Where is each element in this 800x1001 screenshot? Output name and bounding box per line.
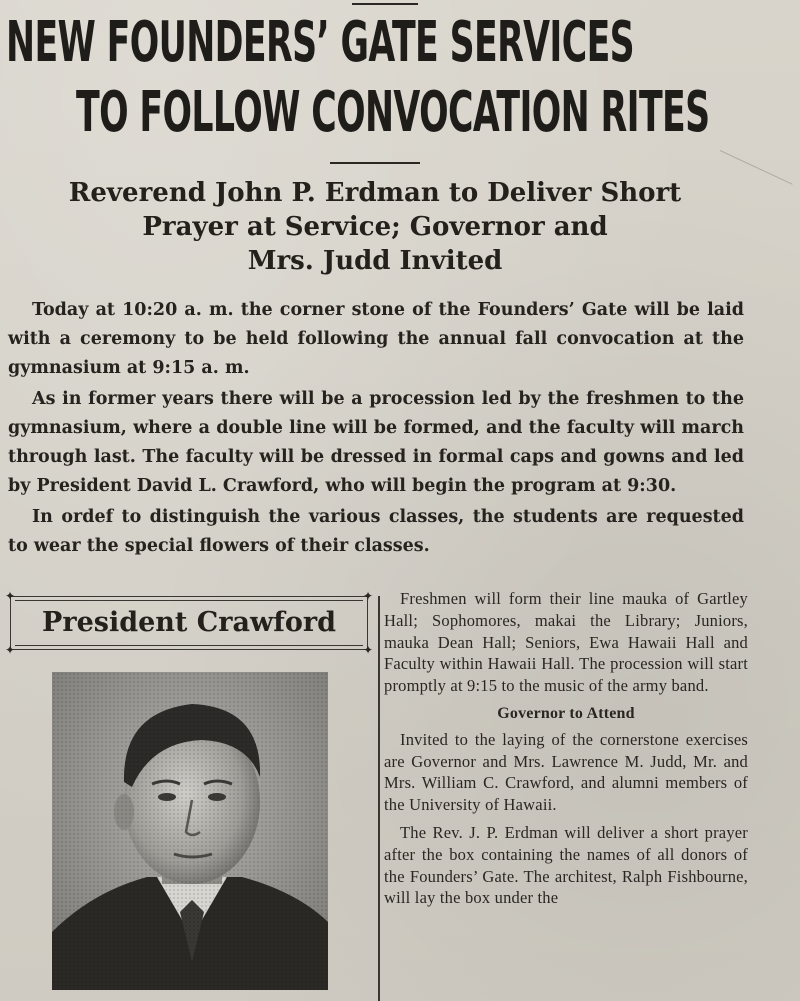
article-column-right: [384, 588, 748, 915]
ornament-icon: ✦: [362, 589, 373, 603]
subheadline-line-3: Mrs. Judd Invited: [247, 246, 503, 276]
subheadline: [0, 176, 750, 278]
column-paragraph: The Rev. J. P. Erdman will deliver a short prayer after the box containing the names of all donors of the Founders’ Gate. The architest, Ralph Fishbourne, will lay the box under the: [384, 822, 748, 908]
photo-caption: President Crawford: [42, 607, 336, 638]
headline-line-2: TO FOLLOW CONVOCATION RITES: [76, 80, 710, 145]
caption-rule-top: [15, 600, 363, 601]
article-body: [8, 296, 744, 563]
article-paragraph: Today at 10:20 a. m. the corner stone of the Founders’ Gate will be laid with a ceremony to be held following the annual fall convocation at the gymnasium at 9:15 a. m.: [8, 300, 744, 378]
column-subheading: Governor to Attend: [497, 704, 635, 722]
subheadline-line-1: Reverend John P. Erdman to Deliver Short: [68, 178, 682, 208]
caption-rule-bottom: [15, 645, 363, 646]
column-paragraph: Invited to the laying of the cornerstone exercises are Governor and Mrs. Lawrence M. Judd, Mr. and Mrs. William C. Crawford, and alumni members of the University of Hawaii.: [384, 729, 748, 815]
portrait-photo: [52, 672, 328, 990]
column-divider: [378, 596, 380, 1001]
ornament-icon: ✦: [362, 643, 373, 657]
headline-divider: [330, 162, 420, 164]
ornament-icon: ✦: [5, 643, 16, 657]
top-divider: [352, 3, 418, 5]
article-paragraph: In ordef to distinguish the various classes, the students are requested to wear the special flowers of their classes.: [8, 507, 744, 556]
article-paragraph: As in former years there will be a procession led by the freshmen to the gymnasium, where a double line will be formed, and the faculty will march through last. The faculty will be dressed in formal caps and gowns and led by President David L. Crawford, who will begin the program at 9:30.: [8, 389, 744, 496]
column-paragraph: Freshmen will form their line mauka of Gartley Hall; Sophomores, makai the Library; Juniors, mauka Dean Hall; Seniors, Ewa Hawaii Hall and Faculty within Hawaii Hall. The procession will start promptly at 9:15 to the music of the army band.: [384, 589, 748, 696]
headline-line-1: NEW FOUNDERS’ GATE SERVICES: [6, 10, 635, 75]
photo-caption-box: [5, 589, 373, 657]
ornament-icon: ✦: [5, 589, 16, 603]
subheadline-line-2: Prayer at Service; Governor and: [142, 212, 608, 242]
portrait-illustration: [52, 672, 328, 990]
